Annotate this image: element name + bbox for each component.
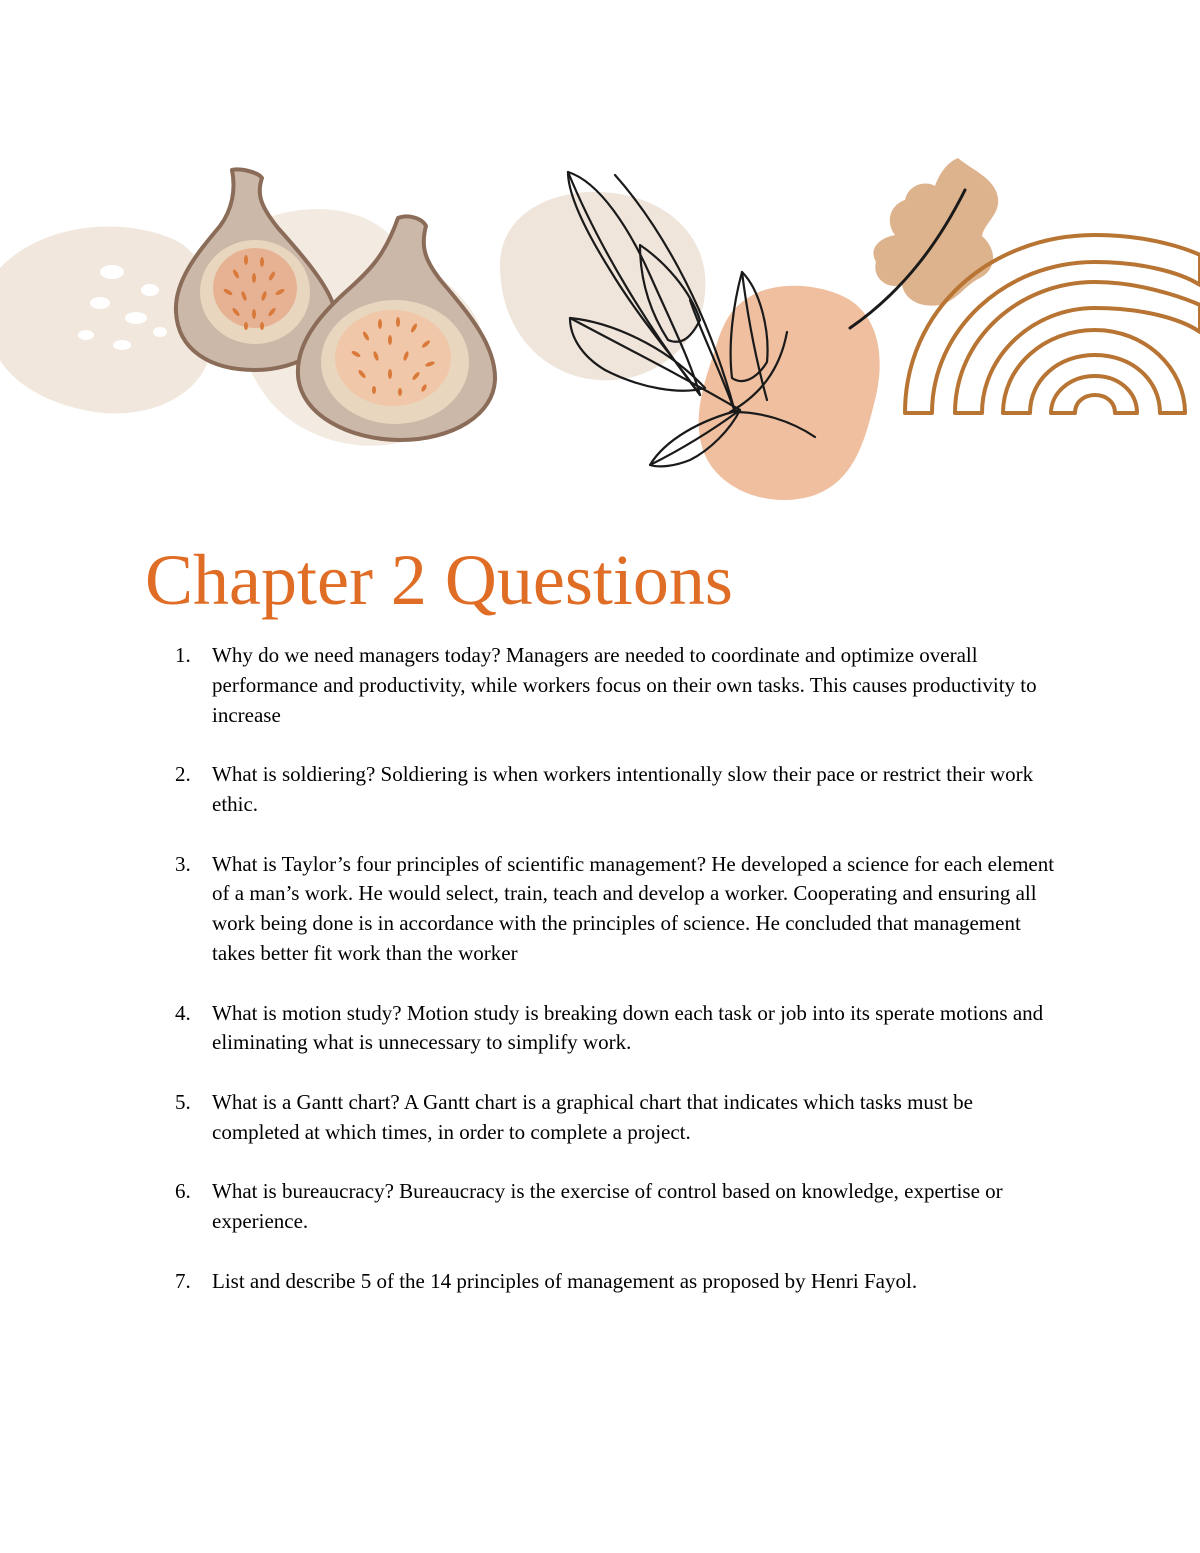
- list-item: [175, 760, 1065, 820]
- background-blob-peach: [699, 286, 880, 500]
- question-number: 3.: [175, 851, 191, 876]
- question-number: 4.: [175, 1000, 191, 1025]
- question-text: What is soldiering? Soldiering is when workers intentionally slow their pace or restrict their work ethic.: [212, 762, 1034, 816]
- oak-leaf-icon: [850, 158, 998, 328]
- decorative-banner: [0, 140, 1200, 510]
- background-blob-circle: [500, 192, 705, 380]
- page-title: Chapter 2 Questions: [145, 540, 733, 620]
- list-item: [175, 1088, 1065, 1148]
- list-item: [175, 641, 1065, 730]
- question-text: What is a Gantt chart? A Gantt chart is a graphical chart that indicates which tasks must be completed at which times, in order to complete a project.: [212, 1089, 974, 1144]
- list-item: [175, 1177, 1065, 1237]
- question-number: 5.: [175, 1089, 191, 1114]
- question-list: [175, 641, 1065, 1326]
- question-number: 1.: [175, 643, 191, 667]
- question-text: What is bureaucracy? Bureaucracy is the exercise of control based on knowledge, expertise or experience.: [212, 1179, 1003, 1234]
- question-number: 2.: [175, 762, 191, 787]
- list-item: [175, 999, 1065, 1059]
- question-text: Why do we need managers today? Managers are needed to coordinate and optimize overall performance and productivity, while workers focus on their own tasks. This causes productivity to increase: [212, 643, 1037, 727]
- question-number: 7.: [175, 1268, 191, 1293]
- question-text: What is motion study? Motion study is breaking down each task or job into its sperate motions and eliminating what is unnecessary to simplify work.: [212, 1000, 1044, 1055]
- question-text: List and describe 5 of the 14 principles of management as proposed by Henri Fayol.: [212, 1268, 918, 1293]
- list-item: [175, 850, 1065, 969]
- question-text: What is Taylor’s four principles of scientific management? He developed a science for each element of a man’s work. He would select, train, teach and develop a worker. Cooperating and ensuring all work being done is in accordance with the principles of science. He concluded that management takes better fit work than the worker: [212, 851, 1055, 965]
- list-item: [175, 1267, 1065, 1297]
- question-number: 6.: [175, 1179, 191, 1204]
